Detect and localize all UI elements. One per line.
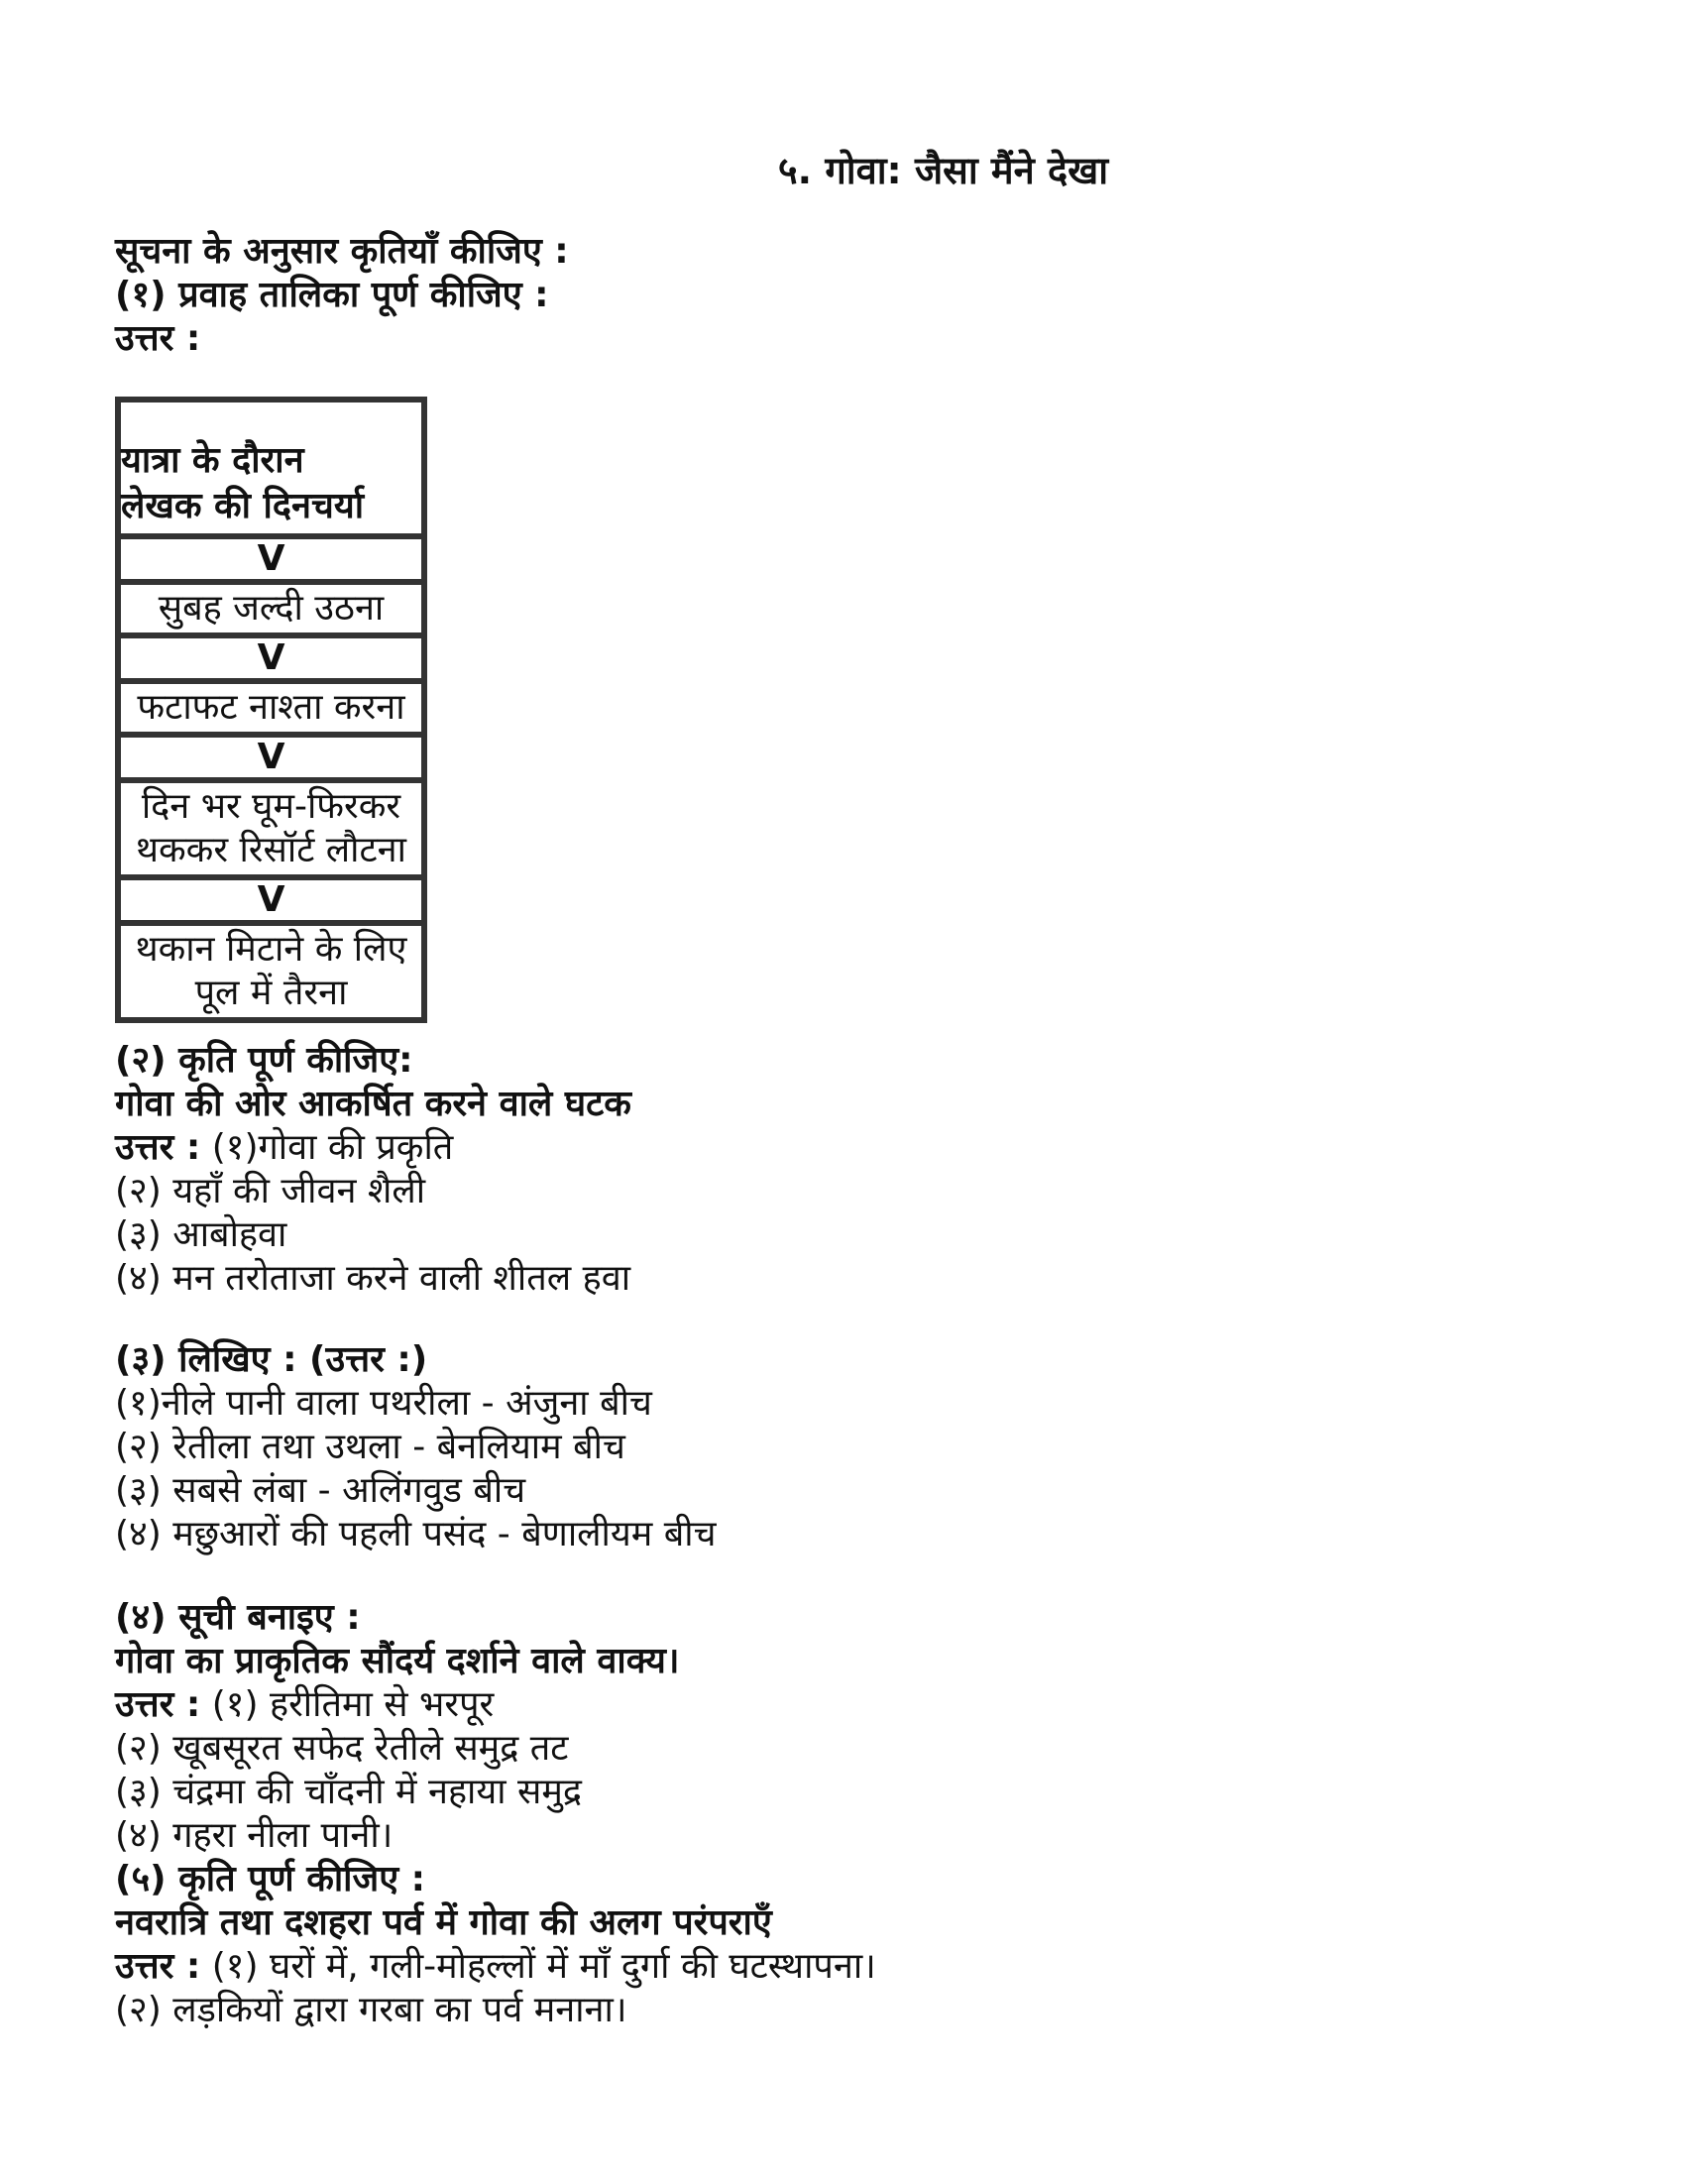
q5-answer-line — [115, 1945, 876, 1989]
flow-chart-head — [118, 400, 424, 536]
flow-step-3-line-2: थककर रिसॉर्ट लौटना — [136, 830, 406, 870]
flow-step-1 — [118, 582, 424, 635]
flow-head-line-2: लेखक की दिनचर्या — [121, 486, 365, 526]
q1-heading: (१) प्रवाह तालिका पूर्ण कीजिए : — [115, 275, 549, 315]
q4-item-1: (१) हरीतिमा से भरपूर — [211, 1684, 495, 1725]
q3-item-4: (४) मछुआरों की पहली पसंद - बेणालीयम बीच — [115, 1514, 717, 1554]
q2-item-4: (४) मन तरोताजा करने वाली शीतल हवा — [115, 1258, 631, 1299]
q4-answer-line — [115, 1683, 679, 1727]
flow-step-4 — [118, 923, 424, 1020]
flow-step-4-line-1: थकान मिटाने के लिए — [135, 929, 407, 970]
q2-section — [115, 1039, 631, 1301]
instruction-text: सूचना के अनुसार कृतियाँ कीजिए : — [115, 231, 569, 272]
flow-head-line-1: यात्रा के दौरान — [121, 440, 304, 481]
cut-off-text-fragment — [115, 2082, 128, 2104]
q2-subheading: गोवा की ओर आकर्षित करने वाले घटक — [115, 1084, 631, 1124]
q4-item-4: (४) गहरा नीला पानी। — [115, 1815, 394, 1856]
q3-item-3: (३) सबसे लंबा - अलिंगवुड बीच — [115, 1470, 526, 1511]
q4-heading: (४) सूची बनाइए : — [115, 1597, 361, 1638]
flow-arrow: V — [118, 536, 424, 582]
q2-heading: (२) कृति पूर्ण कीजिए: — [115, 1040, 413, 1081]
flow-arrow: V — [118, 877, 424, 923]
q2-item-1: (१)गोवा की प्रकृति — [211, 1127, 454, 1168]
flow-step-1-line-1: सुबह जल्दी उठना — [158, 588, 385, 629]
q5-heading: (५) कृति पूर्ण कीजिए : — [115, 1859, 426, 1899]
flow-arrow: V — [118, 735, 424, 780]
q2-item-2: (२) यहाँ की जीवन शैली — [115, 1171, 426, 1211]
q4-item-3: (३) चंद्रमा की चाँदनी में नहाया समुद्र — [115, 1772, 583, 1812]
flow-arrow: V — [118, 635, 424, 681]
flow-chart — [115, 397, 427, 1023]
q5-subheading: नवरात्रि तथा दशहरा पर्व में गोवा की अलग परंपराएँ — [115, 1902, 772, 1943]
q3-section — [115, 1338, 716, 1556]
q2-answer-line — [115, 1126, 631, 1170]
q5-item-1: (१) घरों में, गली-मोहल्लों में माँ दुर्गा की घटस्थापना। — [211, 1946, 876, 1987]
q2-answer-label: उत्तर : — [115, 1127, 201, 1168]
q1-answer-label: उत्तर : — [115, 318, 201, 359]
flow-step-3-line-1: दिन भर घूम-फिरकर — [141, 786, 401, 827]
q5-answer-label: उत्तर : — [115, 1946, 201, 1987]
q5-item-2: (२) लड़कियों द्वारा गरबा का पर्व मनाना। — [115, 1990, 627, 2030]
flow-step-4-line-2: पूल में तैरना — [194, 973, 348, 1013]
q4-subheading: गोवा का प्राकृतिक सौंदर्य दर्शाने वाले वाक्य। — [115, 1641, 680, 1681]
q2-item-3: (३) आबोहवा — [115, 1214, 287, 1255]
q3-item-2: (२) रेतीला तथा उथला - बेनलियाम बीच — [115, 1427, 625, 1467]
page-title: ५. गोवा: जैसा मैंने देखा — [777, 149, 1109, 192]
flow-step-3 — [118, 780, 424, 877]
q4-section — [115, 1596, 679, 1858]
q4-answer-label: उत्तर : — [115, 1684, 201, 1725]
q4-item-2: (२) खूबसूरत सफेद रेतीले समुद्र तट — [115, 1728, 569, 1769]
flow-step-2-line-1: फटाफट नाश्ता करना — [137, 687, 405, 728]
flow-step-2 — [118, 681, 424, 735]
q5-section — [115, 1858, 876, 2032]
q3-heading: (३) लिखिए : (उत्तर :) — [115, 1339, 428, 1380]
intro-section — [115, 230, 569, 361]
q3-item-1: (१)नीले पानी वाला पथरीला - अंजुना बीच — [115, 1383, 652, 1424]
